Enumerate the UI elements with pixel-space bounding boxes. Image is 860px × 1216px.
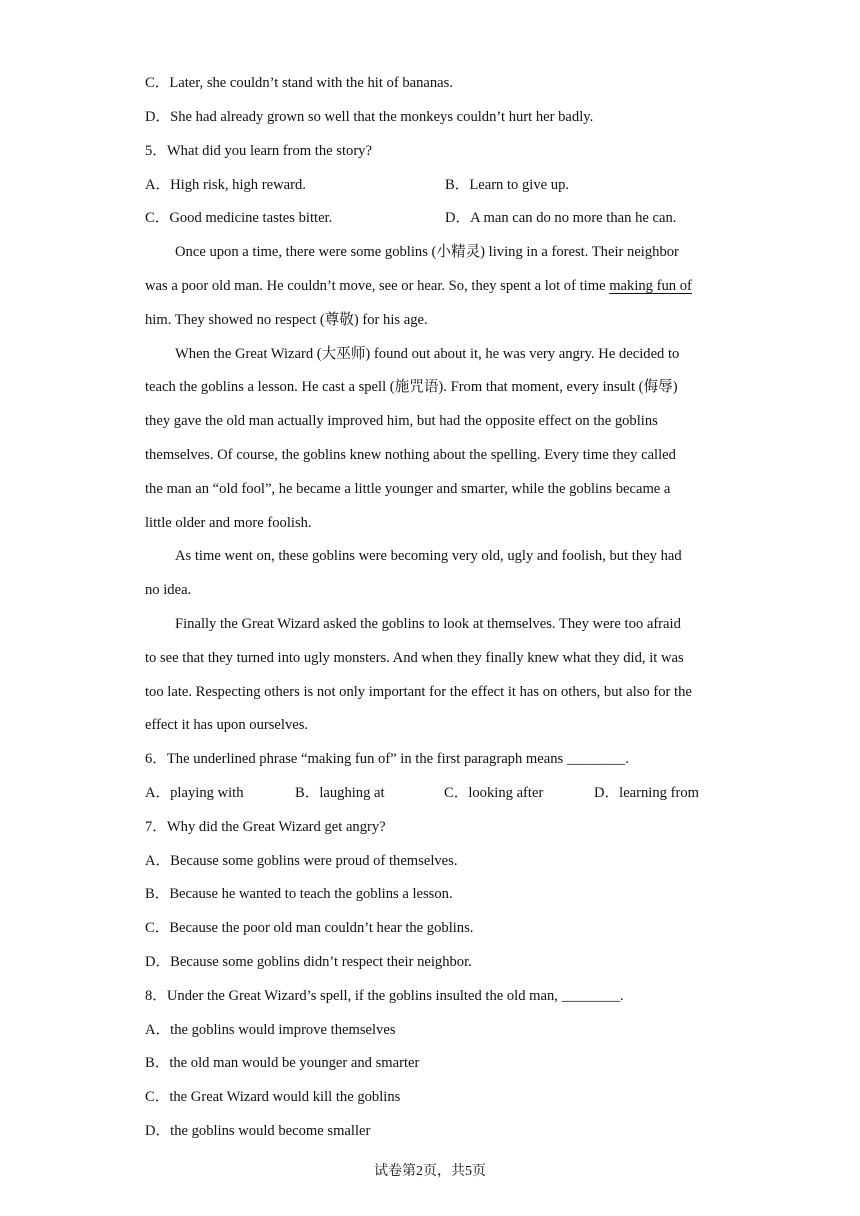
- q8-option-b: B．the old man would be younger and smarter: [145, 1055, 420, 1071]
- q6-option-c: C．looking after: [444, 785, 544, 801]
- q5-stem: 5．What did you learn from the story?: [145, 143, 372, 159]
- passage-p2-line3: they gave the old man actually improved him, but had the opposite effect on the goblins: [145, 413, 658, 429]
- passage-p1-line3: him. They showed no respect (尊敬) for his age.: [145, 312, 428, 328]
- passage-p3-line2: no idea.: [145, 582, 192, 598]
- q5-option-c: C．Good medicine tastes bitter.: [145, 210, 333, 226]
- q6-option-a: A．playing with: [145, 785, 244, 801]
- passage-p4-line3: too late. Respecting others is not only important for the effect it has on others, but also for the: [145, 684, 692, 700]
- q8-stem: 8．Under the Great Wizard’s spell, if the goblins insulted the old man, ________.: [145, 988, 624, 1004]
- passage-p1-line2-text: was a poor old man. He couldn’t move, see or hear. So, they spent a lot of time: [145, 278, 610, 294]
- q4-option-d: D．She had already grown so well that the monkeys couldn’t hurt her badly.: [145, 109, 594, 125]
- passage-p2-line6: little older and more foolish.: [145, 515, 312, 531]
- q6-option-b: B．laughing at: [295, 785, 385, 801]
- passage-p2-line1: When the Great Wizard (大巫师) found out about it, he was very angry. He decided to: [175, 346, 680, 362]
- q7-option-a: A．Because some goblins were proud of themselves.: [145, 853, 458, 869]
- q7-option-b: B．Because he wanted to teach the goblins a lesson.: [145, 886, 453, 902]
- q6-stem: 6．The underlined phrase “making fun of” in the first paragraph means ________.: [145, 751, 629, 767]
- q8-option-a: A．the goblins would improve themselves: [145, 1022, 396, 1038]
- q4-option-c: C．Later, she couldn’t stand with the hit of bananas.: [145, 75, 453, 91]
- passage-p4-line4: effect it has upon ourselves.: [145, 717, 309, 733]
- passage-p1-line1: Once upon a time, there were some goblins (小精灵) living in a forest. Their neighbor: [175, 244, 679, 260]
- page-footer: 试卷第2页，共5页: [374, 1164, 486, 1179]
- q5-option-b: B．Learn to give up.: [445, 177, 570, 193]
- passage-p4-line2: to see that they turned into ugly monsters. And when they finally knew what they did, it was: [145, 650, 684, 666]
- q5-option-d: D．A man can do no more than he can.: [445, 210, 677, 226]
- q5-option-a: A．High risk, high reward.: [145, 177, 306, 193]
- passage-p1-line2: [145, 276, 692, 296]
- passage-p4-line1: Finally the Great Wizard asked the goblins to look at themselves. They were too afraid: [175, 616, 681, 632]
- passage-p2-line4: themselves. Of course, the goblins knew nothing about the spelling. Every time they called: [145, 447, 676, 463]
- q8-option-d: D．the goblins would become smaller: [145, 1123, 371, 1139]
- underlined-phrase: making fun of: [609, 278, 692, 294]
- q8-option-c: C．the Great Wizard would kill the goblins: [145, 1089, 401, 1105]
- passage-p2-line5: the man an “old fool”, he became a little younger and smarter, while the goblins became a: [145, 481, 671, 497]
- q6-option-d: D．learning from: [594, 785, 699, 801]
- q7-option-d: D．Because some goblins didn’t respect their neighbor.: [145, 954, 472, 970]
- q7-stem: 7．Why did the Great Wizard get angry?: [145, 819, 386, 835]
- passage-p2-line2: teach the goblins a lesson. He cast a spell (施咒语). From that moment, every insult (侮辱): [145, 379, 678, 395]
- passage-p3-line1: As time went on, these goblins were becoming very old, ugly and foolish, but they had: [175, 548, 682, 564]
- q7-option-c: C．Because the poor old man couldn’t hear the goblins.: [145, 920, 474, 936]
